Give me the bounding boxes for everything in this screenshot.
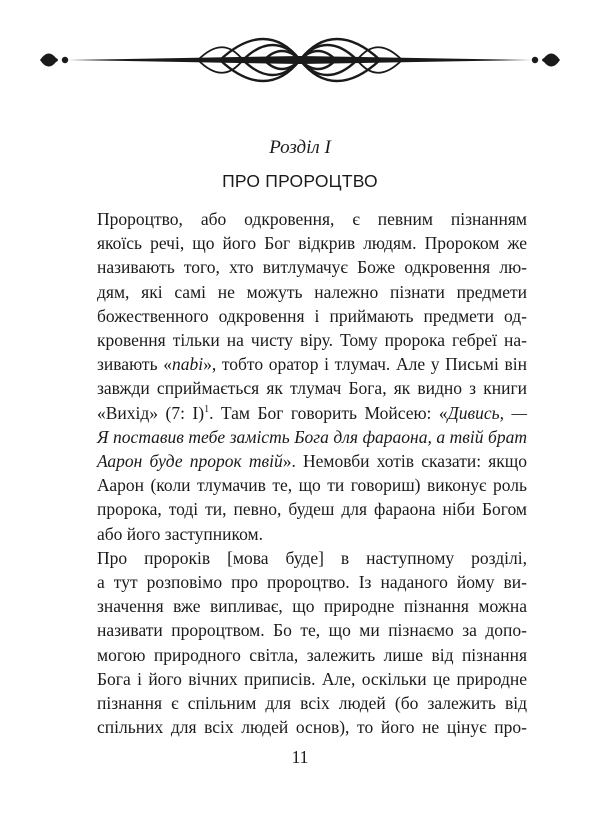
text-line xyxy=(69,497,527,521)
text-line xyxy=(69,255,527,279)
text-line xyxy=(69,570,527,594)
text-run: пророка, тоді ти, певно, будеш для фараона ніби Богом xyxy=(97,499,527,520)
text-line xyxy=(69,594,527,618)
italic-text: nabi xyxy=(171,354,204,375)
text-run: називати пророцтвом. Бо те, що ми пізнаємо за допо- xyxy=(97,620,527,641)
italic-text: Я поставив тебе замість Бога для фараона, а твій брат xyxy=(97,426,527,447)
paragraph xyxy=(69,207,527,546)
text-run: Про пророків [мова буде] в наступному розділі, xyxy=(97,547,527,568)
text-run: пізнання є спільним для всіх людей (бо залежить від xyxy=(97,693,527,714)
text-line xyxy=(69,522,527,546)
ornament-left-bead-icon xyxy=(62,57,68,63)
text-run: Аарон (коли тлумачив те, що ти говориш) виконує роль xyxy=(97,475,527,496)
text-run: божественного одкровення і приймають предмети од- xyxy=(97,305,527,326)
italic-text: Дивись, — xyxy=(447,402,527,423)
text-run: а тут розповімо про пророцтво. Із наданого йому ви- xyxy=(97,572,527,593)
text-run: дям, які самі не можуть належно пізнати предмети xyxy=(97,281,527,302)
text-run: «Вихід» (7: І) xyxy=(97,402,205,423)
page-number: 11 xyxy=(291,747,309,767)
chapter-label: Розділ І xyxy=(269,137,331,158)
text-run: зивають « xyxy=(97,354,172,375)
text-line xyxy=(69,376,527,400)
ornament-right-bead-icon xyxy=(532,57,538,63)
text-line xyxy=(69,643,527,667)
text-line xyxy=(69,231,527,255)
text-line xyxy=(69,352,527,376)
italic-text: Аарон буде пророк твій xyxy=(97,451,283,472)
text-run: або його заступником. xyxy=(97,523,263,544)
text-line xyxy=(69,207,527,231)
text-run: могою природного світла, залежить лише від пізнання xyxy=(97,644,527,665)
text-line xyxy=(69,618,527,642)
text-run: », тобто оратор і тлумач. Але у Письмі він xyxy=(203,354,527,375)
text-line xyxy=(69,280,527,304)
text-line xyxy=(69,449,527,473)
text-line xyxy=(69,715,527,739)
text-run: Бога і його вічних приписів. Але, оскільки це природне xyxy=(97,668,527,689)
text-line xyxy=(69,304,527,328)
text-line xyxy=(69,425,527,449)
ornament-left-finial-icon xyxy=(40,53,58,66)
body-text xyxy=(69,207,527,739)
text-run: завжди сприймається як тлумач Бога, як видно з книги xyxy=(97,378,527,399)
text-line xyxy=(69,473,527,497)
footnote-marker: 1 xyxy=(204,403,210,415)
text-line xyxy=(69,401,527,425)
text-line xyxy=(69,546,527,570)
text-line xyxy=(69,328,527,352)
text-line xyxy=(69,667,527,691)
text-run: спільних для всіх людей основ), то його не цінує про- xyxy=(97,717,527,738)
text-run: Пророцтво, або одкровення, є певним пізнанням xyxy=(97,209,527,229)
text-line xyxy=(69,691,527,715)
text-run: якоїсь речі, що його Бог відкрив людям. Пророком же xyxy=(97,233,527,254)
text-run: кровення тільки на чисту віру. Тому пророка гебреї на- xyxy=(97,330,527,351)
text-run: . Там Бог говорить Мойсею: « xyxy=(209,402,448,423)
text-run: значення вже випливає, що природне пізнання можна xyxy=(97,596,527,617)
ornament-right-finial-icon xyxy=(542,53,560,66)
text-run: ». Немовби хотів сказати: якщо xyxy=(282,451,527,472)
chapter-title: ПРО ПРОРОЦТВО xyxy=(222,171,378,191)
decorative-ornament xyxy=(38,30,562,90)
text-run: називають того, хто витлумачує Боже одкровення лю- xyxy=(97,257,527,278)
paragraph xyxy=(69,546,527,740)
